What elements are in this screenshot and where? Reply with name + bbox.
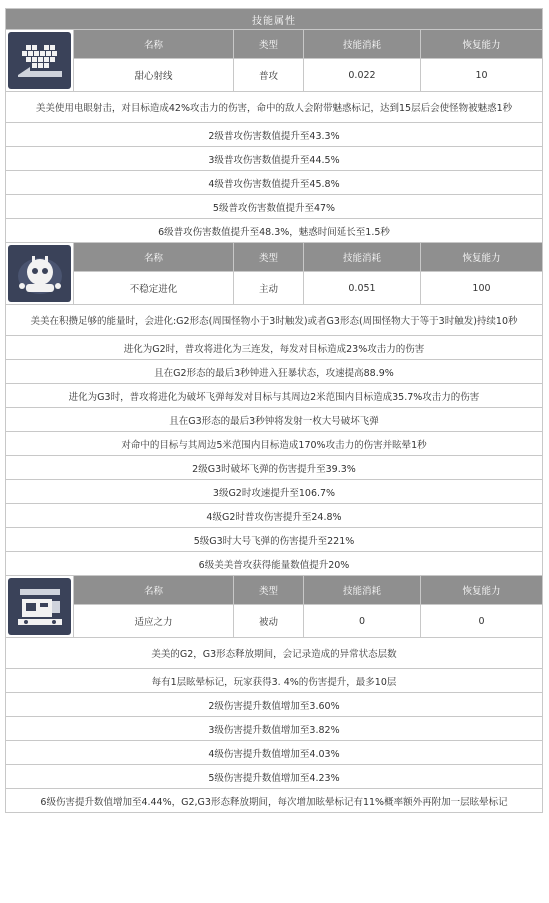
skill-description-text: 6级美美普攻获得能量数值提升20%: [6, 552, 543, 576]
skill-description-text: 6级伤害提升数值增加至4.44%，G2,G3形态释放期间，每次增加眩晕标记有11%概率额外再附加一层眩晕标记: [6, 789, 543, 813]
skill-recover: 0: [421, 605, 543, 638]
skill-description-row: [6, 336, 543, 360]
header-name: 名称: [74, 30, 234, 59]
skill-description-row: [6, 741, 543, 765]
skill-description-row: [6, 765, 543, 789]
robot-mascot-icon: [8, 245, 71, 302]
skill-type: 被动: [234, 605, 304, 638]
heart-pixel-icon: [8, 32, 71, 89]
skill-icon-cell: [6, 576, 74, 638]
skill-recover: 100: [421, 272, 543, 305]
skill-description-text: 6级普攻伤害数值提升至48.3%，魅惑时间延长至1.5秒: [6, 219, 543, 243]
table-title-row: [6, 9, 543, 30]
skill-cost: 0.051: [304, 272, 421, 305]
skill-description-row: [6, 789, 543, 813]
adaptive-machine-icon: [8, 578, 71, 635]
skill-description-text: 2级普攻伤害数值提升至43.3%: [6, 123, 543, 147]
skill-attributes-table-wrapper: [5, 8, 542, 813]
table-title: 技能属性: [6, 9, 543, 30]
skill-description-row: [6, 123, 543, 147]
skill-type: 普攻: [234, 59, 304, 92]
skill-description-row: [6, 480, 543, 504]
skill-cost: 0: [304, 605, 421, 638]
skill-description-text: 每有1层眩晕标记，玩家获得3. 4%的伤害提升，最多10层: [6, 669, 543, 693]
header-type: 类型: [234, 243, 304, 272]
skill-description-text: 3级伤害提升数值增加至3.82%: [6, 717, 543, 741]
skill-description-text: 进化为G2时，普攻将进化为三连发，每发对目标造成23%攻击力的伤害: [6, 336, 543, 360]
header-name: 名称: [74, 243, 234, 272]
skill-name: 适应之力: [74, 605, 234, 638]
skill-value-row: [6, 272, 543, 305]
skill-description-text: 2级G3时破坏飞弹的伤害提升至39.3%: [6, 456, 543, 480]
skill-description-row: [6, 693, 543, 717]
skill-description-row: [6, 638, 543, 669]
skill-description-text: 5级伤害提升数值增加至4.23%: [6, 765, 543, 789]
skill-description-text: 5级普攻伤害数值提升至47%: [6, 195, 543, 219]
header-recover: 恢复能力: [421, 30, 543, 59]
skill-description-text: 对命中的目标与其周边5米范围内目标造成170%攻击力的伤害并眩晕1秒: [6, 432, 543, 456]
skill-description-text: 美美在积攒足够的能量时，会进化:G2形态(周围怪物小于3时触发)或者G3形态(周围怪物大于等于3时触发)持续10秒: [6, 305, 543, 336]
skill-description-row: [6, 305, 543, 336]
header-cost: 技能消耗: [304, 576, 421, 605]
skill-description-row: [6, 147, 543, 171]
skill-name: 不稳定进化: [74, 272, 234, 305]
skill-name: 甜心射线: [74, 59, 234, 92]
skill-description-row: [6, 384, 543, 408]
skill-attributes-table: [5, 8, 543, 813]
skill-description-row: [6, 528, 543, 552]
skill-description-row: [6, 432, 543, 456]
skill-type: 主动: [234, 272, 304, 305]
skill-description-text: 且在G3形态的最后3秒钟将发射一枚大号破坏飞弹: [6, 408, 543, 432]
header-recover: 恢复能力: [421, 243, 543, 272]
skill-description-row: [6, 717, 543, 741]
skill-description-row: [6, 504, 543, 528]
skill-header-row: [6, 30, 543, 59]
header-name: 名称: [74, 576, 234, 605]
skill-description-text: 且在G2形态的最后3秒钟进入狂暴状态，攻速提高88.9%: [6, 360, 543, 384]
header-type: 类型: [234, 30, 304, 59]
skill-icon-cell: [6, 30, 74, 92]
skill-description-text: 进化为G3时，普攻将进化为破坏飞弹每发对目标与其周边2米范围内目标造成35.7%攻击力的伤害: [6, 384, 543, 408]
header-cost: 技能消耗: [304, 243, 421, 272]
skill-description-row: [6, 669, 543, 693]
skill-description-text: 3级普攻伤害数值提升至44.5%: [6, 147, 543, 171]
skill-description-row: [6, 456, 543, 480]
skill-description-row: [6, 219, 543, 243]
skill-description-text: 5级G3时大号飞弹的伤害提升至221%: [6, 528, 543, 552]
skill-description-text: 美美使用电眼射击，对目标造成42%攻击力的伤害，命中的敌人会附带魅惑标记，达到15层后会使怪物被魅惑1秒: [6, 92, 543, 123]
skill-description-row: [6, 92, 543, 123]
skill-description-text: 4级普攻伤害数值提升至45.8%: [6, 171, 543, 195]
skill-description-text: 2级伤害提升数值增加至3.60%: [6, 693, 543, 717]
skill-description-row: [6, 408, 543, 432]
skill-description-row: [6, 195, 543, 219]
skill-description-text: 美美的G2，G3形态释放期间，会记录造成的异常状态层数: [6, 638, 543, 669]
skill-description-text: 4级G2时普攻伤害提升至24.8%: [6, 504, 543, 528]
header-recover: 恢复能力: [421, 576, 543, 605]
skill-header-row: [6, 243, 543, 272]
skill-description-text: 3级G2时攻速提升至106.7%: [6, 480, 543, 504]
skill-value-row: [6, 605, 543, 638]
skill-value-row: [6, 59, 543, 92]
skill-description-row: [6, 171, 543, 195]
skill-icon-cell: [6, 243, 74, 305]
skill-header-row: [6, 576, 543, 605]
skill-cost: 0.022: [304, 59, 421, 92]
header-cost: 技能消耗: [304, 30, 421, 59]
skill-description-row: [6, 552, 543, 576]
skill-description-row: [6, 360, 543, 384]
skill-description-text: 4级伤害提升数值增加至4.03%: [6, 741, 543, 765]
skill-recover: 10: [421, 59, 543, 92]
header-type: 类型: [234, 576, 304, 605]
